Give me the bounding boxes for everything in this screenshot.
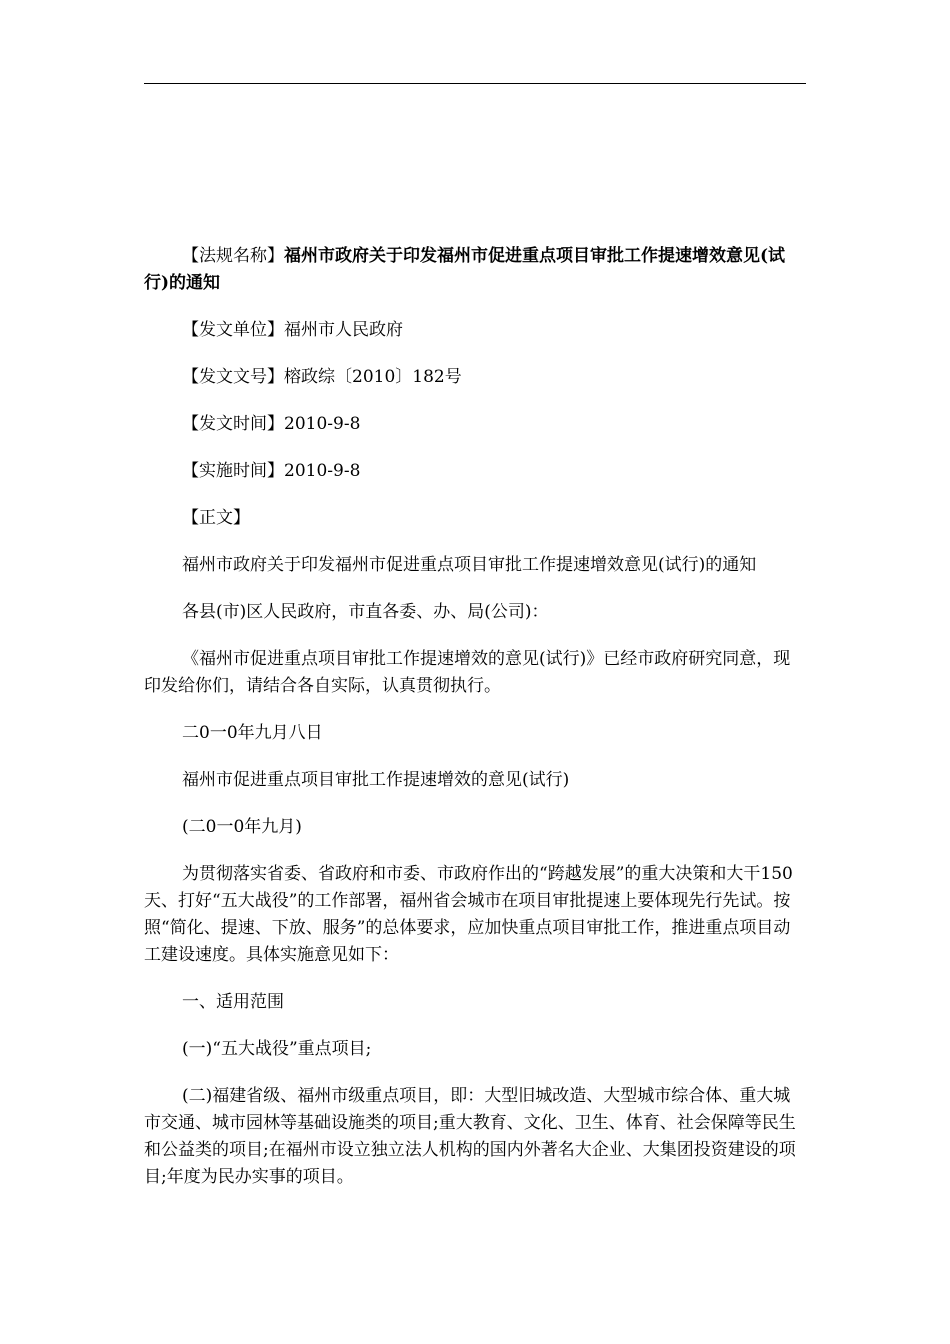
regulation-title: [144, 243, 806, 297]
title-text: 福州市政府关于印发福州市促进重点项目审批工作提速增效意见(试行)的通知: [144, 246, 786, 293]
body-paragraph: 福州市政府关于印发福州市促进重点项目审批工作提速增效意见(试行)的通知: [182, 555, 757, 575]
body-paragraph: (一)“五大战役”重点项目;: [182, 1039, 372, 1059]
header-rule: [144, 83, 806, 84]
meta-body-heading: 【正文】: [182, 508, 250, 528]
meta-document-number: 【发文文号】榕政综〔2010〕182号: [182, 367, 462, 387]
body-paragraph: 各县(市)区人民政府，市直各委、办、局(公司)：: [182, 602, 549, 622]
body-paragraph: 一、适用范围: [182, 992, 284, 1012]
body-paragraph: 《福州市促进重点项目审批工作提速增效的意见(试行)》已经市政府研究同意，现印发给你们，请结合各自实际，认真贯彻执行。: [144, 649, 791, 696]
body-paragraph: (二0一0年九月): [182, 817, 302, 837]
title-label: 【法规名称】: [182, 246, 284, 266]
body-paragraph: 福州市促进重点项目审批工作提速增效的意见(试行): [182, 770, 570, 790]
body-paragraph: (二)福建省级、福州市级重点项目，即：大型旧城改造、大型城市综合体、重大城市交通、城市园林等基础设施类的项目;重大教育、文化、卫生、体育、社会保障等民生和公益类的项目;在福州市设立独立法人机构的国内外著名大企业、大集团投资建设的项目;年度为民办实事的项目。: [144, 1086, 796, 1187]
body-paragraph: 二0一0年九月八日: [182, 723, 323, 743]
document-content: [144, 243, 806, 1211]
meta-issuing-unit: 【发文单位】福州市人民政府: [182, 320, 403, 340]
meta-effective-date: 【实施时间】2010-9-8: [182, 461, 361, 481]
body-paragraph: 为贯彻落实省委、省政府和市委、市政府作出的“跨越发展”的重大决策和大干150天、打好“五大战役”的工作部署，福州省会城市在项目审批提速上要体现先行先试。按照“简化、提速、下放、服务”的总体要求，应加快重点项目审批工作，推进重点项目动工建设速度。具体实施意见如下：: [144, 864, 793, 965]
meta-issue-date: 【发文时间】2010-9-8: [182, 414, 361, 434]
